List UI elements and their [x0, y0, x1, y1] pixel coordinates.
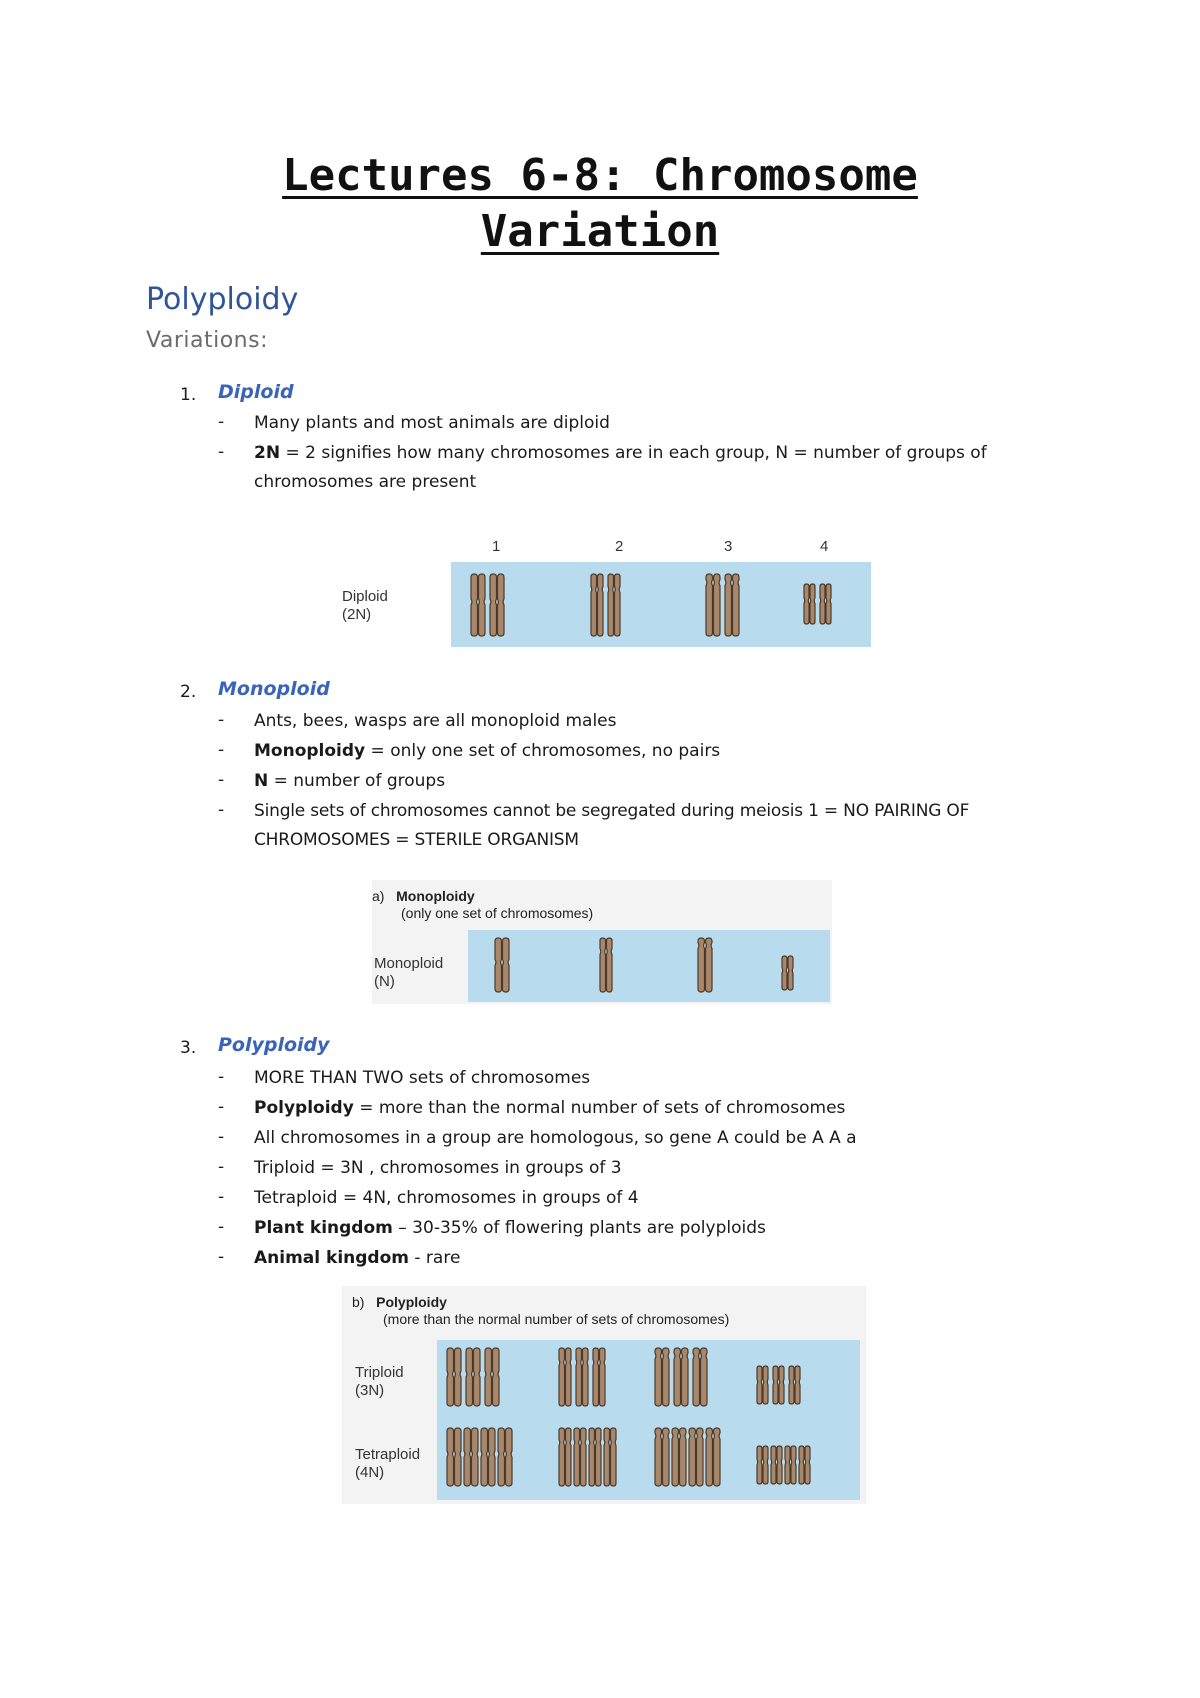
bullet-plain-text: = more than the normal number of sets of chromosomes	[353, 1098, 846, 1118]
chromosome-metacentric	[498, 1428, 505, 1486]
chromosome-submetacentric	[615, 574, 621, 636]
chromosome-small	[791, 1446, 796, 1484]
chromosome-metacentric	[447, 1428, 454, 1486]
chromosome-metacentric	[495, 938, 502, 992]
bullet-text	[254, 707, 1034, 736]
bullet-plain-text: Tetraploid = 4N, chromosomes in groups of 4	[254, 1188, 639, 1208]
chromosome-small	[785, 1446, 790, 1484]
section-heading: Polyploidy	[146, 282, 299, 317]
chromosome-metacentric	[506, 1428, 513, 1486]
chromosome-metacentric	[490, 574, 497, 636]
bullet-text	[254, 737, 1034, 766]
figure-head-title: Monoploidy	[396, 888, 475, 904]
chromosome-small	[773, 1366, 778, 1404]
bullet-marker: -	[218, 1097, 225, 1117]
item-number-3: 3.	[180, 1038, 197, 1058]
chromosome-metacentric	[481, 1428, 488, 1486]
label-line: (4N)	[355, 1464, 385, 1481]
bullet-bold-term: Plant kingdom	[254, 1218, 393, 1238]
chromosome-acrocentric	[674, 1348, 681, 1406]
bullet-plain-text: Ants, bees, wasps are all monoploid males	[254, 711, 617, 731]
bullet-text	[254, 1064, 1034, 1093]
bullet-text	[254, 1214, 1034, 1243]
chromosome-acrocentric	[697, 1428, 704, 1486]
chromosome-metacentric	[498, 574, 505, 636]
bullet-text	[254, 1184, 1034, 1213]
chromosome-submetacentric	[589, 1428, 595, 1486]
chromosome-acrocentric	[706, 1428, 713, 1486]
diploid-chromosome-panel	[451, 562, 871, 647]
chromosome-submetacentric	[598, 574, 604, 636]
subsection-heading: Variations:	[146, 328, 268, 353]
bullet-marker: -	[218, 1247, 225, 1267]
bullet-marker: -	[218, 740, 225, 760]
chromosome-acrocentric	[693, 1348, 700, 1406]
figure-head-sub: (only one set of chromosomes)	[401, 905, 594, 921]
figure-label-tetraploid	[355, 1446, 420, 1482]
monoploid-chromosomes	[468, 930, 830, 1002]
chromosome-acrocentric	[655, 1428, 662, 1486]
chromosome-small	[777, 1446, 782, 1484]
bullet-marker: -	[218, 770, 225, 790]
chromosome-acrocentric	[663, 1428, 670, 1486]
item-number-1: 1.	[180, 385, 197, 405]
figure-head-polyploid	[352, 1294, 729, 1328]
bullet-marker: -	[218, 1127, 225, 1147]
column-number: 2	[615, 538, 624, 555]
bullet-plain-text: Single sets of chromosomes cannot be segregated during meiosis 1 = NO PAIRING OF CHROMOSOMES = STERILE ORGANISM	[254, 801, 970, 850]
chromosome-submetacentric	[591, 574, 597, 636]
bullet-marker: -	[218, 1187, 225, 1207]
chromosome-submetacentric	[576, 1348, 582, 1406]
chromosome-acrocentric	[663, 1348, 670, 1406]
figure-head-sub: (more than the normal number of sets of chromosomes)	[383, 1311, 730, 1327]
bullet-marker: -	[218, 800, 225, 820]
bullet-plain-text: MORE THAN TWO sets of chromosomes	[254, 1068, 591, 1088]
bullet-marker: -	[218, 710, 225, 730]
chromosome-acrocentric	[725, 574, 732, 636]
figure-head-monoploid	[372, 888, 593, 922]
bullet-text	[254, 409, 1034, 438]
chromosome-metacentric	[489, 1428, 496, 1486]
bullet-marker: -	[218, 1217, 225, 1237]
chromosome-submetacentric	[611, 1428, 617, 1486]
chromosome-acrocentric	[701, 1348, 708, 1406]
label-line: (2N)	[342, 606, 372, 623]
title-line-2: Variation	[480, 206, 720, 257]
chromosome-metacentric	[455, 1428, 462, 1486]
chromosome-acrocentric	[714, 574, 721, 636]
bullet-text	[254, 1094, 1034, 1123]
chromosome-small	[771, 1446, 776, 1484]
chromosome-submetacentric	[607, 938, 613, 992]
label-line: Triploid	[355, 1364, 404, 1381]
chromosome-metacentric	[493, 1348, 500, 1406]
chromosome-acrocentric	[655, 1348, 662, 1406]
chromosome-metacentric	[472, 1428, 479, 1486]
figure-head-title: Polyploidy	[376, 1294, 447, 1310]
bullet-plain-text: Many plants and most animals are diploid	[254, 413, 610, 433]
item-title-diploid: Diploid	[218, 381, 294, 403]
bullet-bold-term: 2N	[254, 443, 281, 463]
chromosome-metacentric	[503, 938, 510, 992]
bullet-plain-text: All chromosomes in a group are homologous, so gene A could be A A a	[254, 1128, 857, 1148]
chromosome-small	[795, 1366, 800, 1404]
label-line: (N)	[374, 973, 395, 990]
bullet-plain-text: = 2 signifies how many chromosomes are in each group, N = number of groups of chromosomes are present	[254, 443, 987, 492]
chromosome-small	[763, 1446, 768, 1484]
chromosome-acrocentric	[689, 1428, 696, 1486]
bullet-plain-text: - rare	[408, 1248, 461, 1268]
label-line: Monoploid	[374, 955, 444, 972]
page-title	[0, 148, 1200, 260]
bullet-marker: -	[218, 1067, 225, 1087]
chromosome-acrocentric	[706, 938, 713, 992]
column-number: 3	[724, 538, 733, 555]
chromosome-small	[820, 584, 825, 624]
chromosome-metacentric	[474, 1348, 481, 1406]
chromosome-small	[789, 1366, 794, 1404]
label-line: Tetraploid	[355, 1446, 421, 1463]
figure-head-letter: b)	[352, 1294, 365, 1310]
figure-label-triploid	[355, 1364, 404, 1400]
bullet-marker: -	[218, 412, 225, 432]
chromosome-small	[788, 956, 793, 990]
bullet-marker: -	[218, 442, 225, 462]
chromosome-small	[826, 584, 831, 624]
item-title-monoploid: Monoploid	[218, 678, 330, 700]
chromosome-small	[757, 1366, 762, 1404]
chromosome-small	[763, 1366, 768, 1404]
chromosome-metacentric	[479, 574, 486, 636]
bullet-bold-term: N	[254, 771, 269, 791]
bullet-text	[254, 1124, 1034, 1153]
chromosome-metacentric	[466, 1348, 473, 1406]
chromosome-submetacentric	[559, 1348, 565, 1406]
bullet-plain-text: = number of groups	[268, 771, 446, 791]
bullet-text	[254, 767, 1034, 796]
chromosome-submetacentric	[593, 1348, 599, 1406]
chromosome-submetacentric	[574, 1428, 580, 1486]
chromosome-metacentric	[485, 1348, 492, 1406]
chromosome-metacentric	[447, 1348, 454, 1406]
chromosome-submetacentric	[600, 1348, 606, 1406]
chromosome-small	[804, 584, 809, 624]
chromosome-metacentric	[455, 1348, 462, 1406]
figure-head-letter: a)	[372, 888, 385, 904]
bullet-text	[254, 797, 1034, 855]
chromosome-submetacentric	[566, 1428, 572, 1486]
chromosome-submetacentric	[608, 574, 614, 636]
chromosome-small	[782, 956, 787, 990]
column-number: 4	[820, 538, 829, 555]
chromosome-metacentric	[471, 574, 478, 636]
bullet-plain-text: = only one set of chromosomes, no pairs	[365, 741, 721, 761]
chromosome-submetacentric	[596, 1428, 602, 1486]
bullet-text	[254, 1154, 1034, 1183]
diploid-chromosomes	[451, 562, 871, 647]
chromosome-acrocentric	[698, 938, 705, 992]
chromosome-acrocentric	[733, 574, 740, 636]
chromosome-small	[757, 1446, 762, 1484]
label-line: Diploid	[342, 588, 388, 605]
polyploid-chromosomes	[437, 1340, 860, 1500]
chromosome-acrocentric	[680, 1428, 687, 1486]
bullet-plain-text: – 30-35% of flowering plants are polyploids	[392, 1218, 766, 1238]
chromosome-small	[779, 1366, 784, 1404]
chromosome-submetacentric	[559, 1428, 565, 1486]
figure-label-diploid	[342, 588, 388, 624]
bullet-text	[254, 439, 1034, 497]
bullet-marker: -	[218, 1157, 225, 1177]
chromosome-acrocentric	[706, 574, 713, 636]
bullet-text	[254, 1244, 1034, 1273]
column-number: 1	[492, 538, 501, 555]
item-number-2: 2.	[180, 682, 197, 702]
title-line-1: Lectures 6-8: Chromosome	[282, 150, 918, 201]
polyploid-chromosome-panel	[437, 1340, 860, 1500]
chromosome-submetacentric	[566, 1348, 572, 1406]
chromosome-small	[810, 584, 815, 624]
chromosome-submetacentric	[583, 1348, 589, 1406]
bullet-bold-term: Polyploidy	[254, 1098, 354, 1118]
chromosome-acrocentric	[672, 1428, 679, 1486]
chromosome-submetacentric	[581, 1428, 587, 1486]
bullet-plain-text: Triploid = 3N , chromosomes in groups of 3	[254, 1158, 622, 1178]
chromosome-small	[799, 1446, 804, 1484]
figure-label-monoploid	[374, 955, 443, 991]
bullet-bold-term: Monoploidy	[254, 741, 366, 761]
chromosome-acrocentric	[682, 1348, 689, 1406]
chromosome-metacentric	[464, 1428, 471, 1486]
monoploid-chromosome-panel	[468, 930, 830, 1002]
label-line: (3N)	[355, 1382, 385, 1399]
chromosome-acrocentric	[714, 1428, 721, 1486]
bullet-bold-term: Animal kingdom	[254, 1248, 409, 1268]
chromosome-small	[805, 1446, 810, 1484]
chromosome-submetacentric	[600, 938, 606, 992]
chromosome-submetacentric	[604, 1428, 610, 1486]
item-title-polyploidy: Polyploidy	[218, 1034, 330, 1056]
